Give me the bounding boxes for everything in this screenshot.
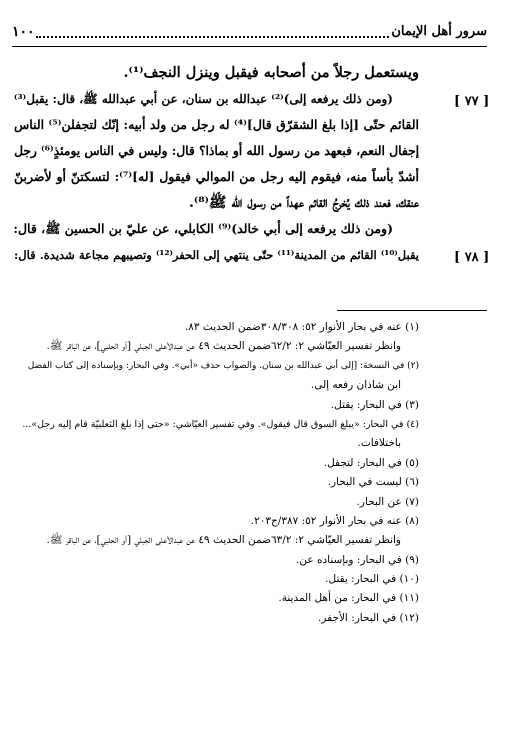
- footnote: (٤) في البحار: «يبلغ السوق قال فيقول». وفي تفسير العيّاشي: «حتى إذا بلغ الثعلبيّة قام إليه رجل»...: [22, 418, 419, 430]
- footnote: (١) عنه في بحار الأنوار ٥٢: ٣٠٨/٣٠٨ضمن الحديث ٨٣.: [184, 321, 419, 333]
- footnote: باختلافات.: [357, 437, 401, 450]
- footnote: (٧) عن البحار.: [356, 495, 419, 508]
- footnote: (٢) في النسخة: [إلى أبي عبدالله بن سنان. والصواب حذف «أبي». وفي البحار: وبإسناده إلى كتاب الفضل: [27, 360, 419, 371]
- text-line: إجفال النعم، فبعهد من رسول الله أو بماذا؟ قال: وليس في الناس يومئذٍ⁽⁶⁾ رجل: [13, 143, 419, 158]
- text-line: يقبل⁽¹⁰⁾ القائم من المدينة⁽¹¹⁾ حتّى ينتهي إلى الحفر⁽¹²⁾ وتصيبهم مجاعة شديدة. قال:: [14, 248, 419, 262]
- text-line: أشدّ بأساً منه، فيقوم إليه رجل من الموالي فيقول [له]⁽⁷⁾: لتسكتنّ أو لأضربنّ: [14, 169, 420, 184]
- text-line: (ومن ذلك يرفعه إلى أبي خالد)⁽⁹⁾ الكابلي، عن عليّ بن الحسين ﷺ، قال:: [13, 221, 393, 236]
- running-title: سرور أهل الإيمان: [391, 24, 487, 39]
- footnote: ابن شاذان رفعه إلى.: [310, 379, 401, 392]
- hadith-number: [ ٧٧ ]: [454, 94, 490, 109]
- hadith-number: [ ٧٨ ]: [454, 250, 490, 265]
- page-header: [12, 22, 487, 47]
- page-number: ١٠٠: [12, 24, 35, 40]
- footnote-separator: [337, 310, 487, 311]
- footnote: (١٠) في البحار: يقتل.: [325, 573, 419, 586]
- text-line: (ومن ذلك يرفعه إلى)⁽²⁾ عبدالله بن سنان، عن أبي عبدالله ﷺ، قال: يقبل⁽³⁾: [13, 92, 393, 106]
- footnote: (٨) عنه في بحار الأنوار ٥٢: ٣٨٧/ح٢٠٣.: [250, 514, 419, 527]
- footnote: (٥) في البحار: لتجفل.: [323, 456, 419, 469]
- footnote: وانظر تفسير العيّاشي ٢: ٦٢/٢ضمن الحديث ٤٩ عن عبدالأعلى الجبلي [أو الحلبي]، عن الباقر ﷺ.: [46, 340, 401, 353]
- text-line: ويستعمل رجلاً من أصحابه فيقبل وينزل النجف⁽¹⁾.: [123, 64, 419, 81]
- footnote: وانظر تفسير العيّاشي ٢: ٦٣/٢ضمن الحديث ٤٩ عن عبدالأعلى الجبلي [أو الحلبي]، عن الباقر ﷺ.: [46, 534, 401, 547]
- footnote: (٦) ليست في البحار.: [327, 476, 419, 489]
- text-line: القائم حتّى [إذا بلغ الشقرّق قال]⁽⁴⁾ له رجل من ولد أبيه: إنّك لتجفلن⁽⁵⁾ الناس: [14, 117, 419, 132]
- footnotes: [22, 318, 419, 628]
- footnote: (١١) في البحار: من أهل المدينة.: [278, 592, 419, 605]
- text-line: عنقك، فعند ذلك يُخرجُ القائم عهداً من رسول الله ﷺ⁽⁸⁾.: [188, 194, 419, 211]
- footnote: (٩) في البحار: وبإسناده عن.: [296, 553, 419, 566]
- main-text: [14, 60, 419, 268]
- header-dotted-leader: [36, 36, 389, 38]
- footnote: (١٢) في البحار: الأجفر.: [318, 611, 419, 624]
- footnote: (٣) في البحار: يقتل.: [330, 398, 419, 411]
